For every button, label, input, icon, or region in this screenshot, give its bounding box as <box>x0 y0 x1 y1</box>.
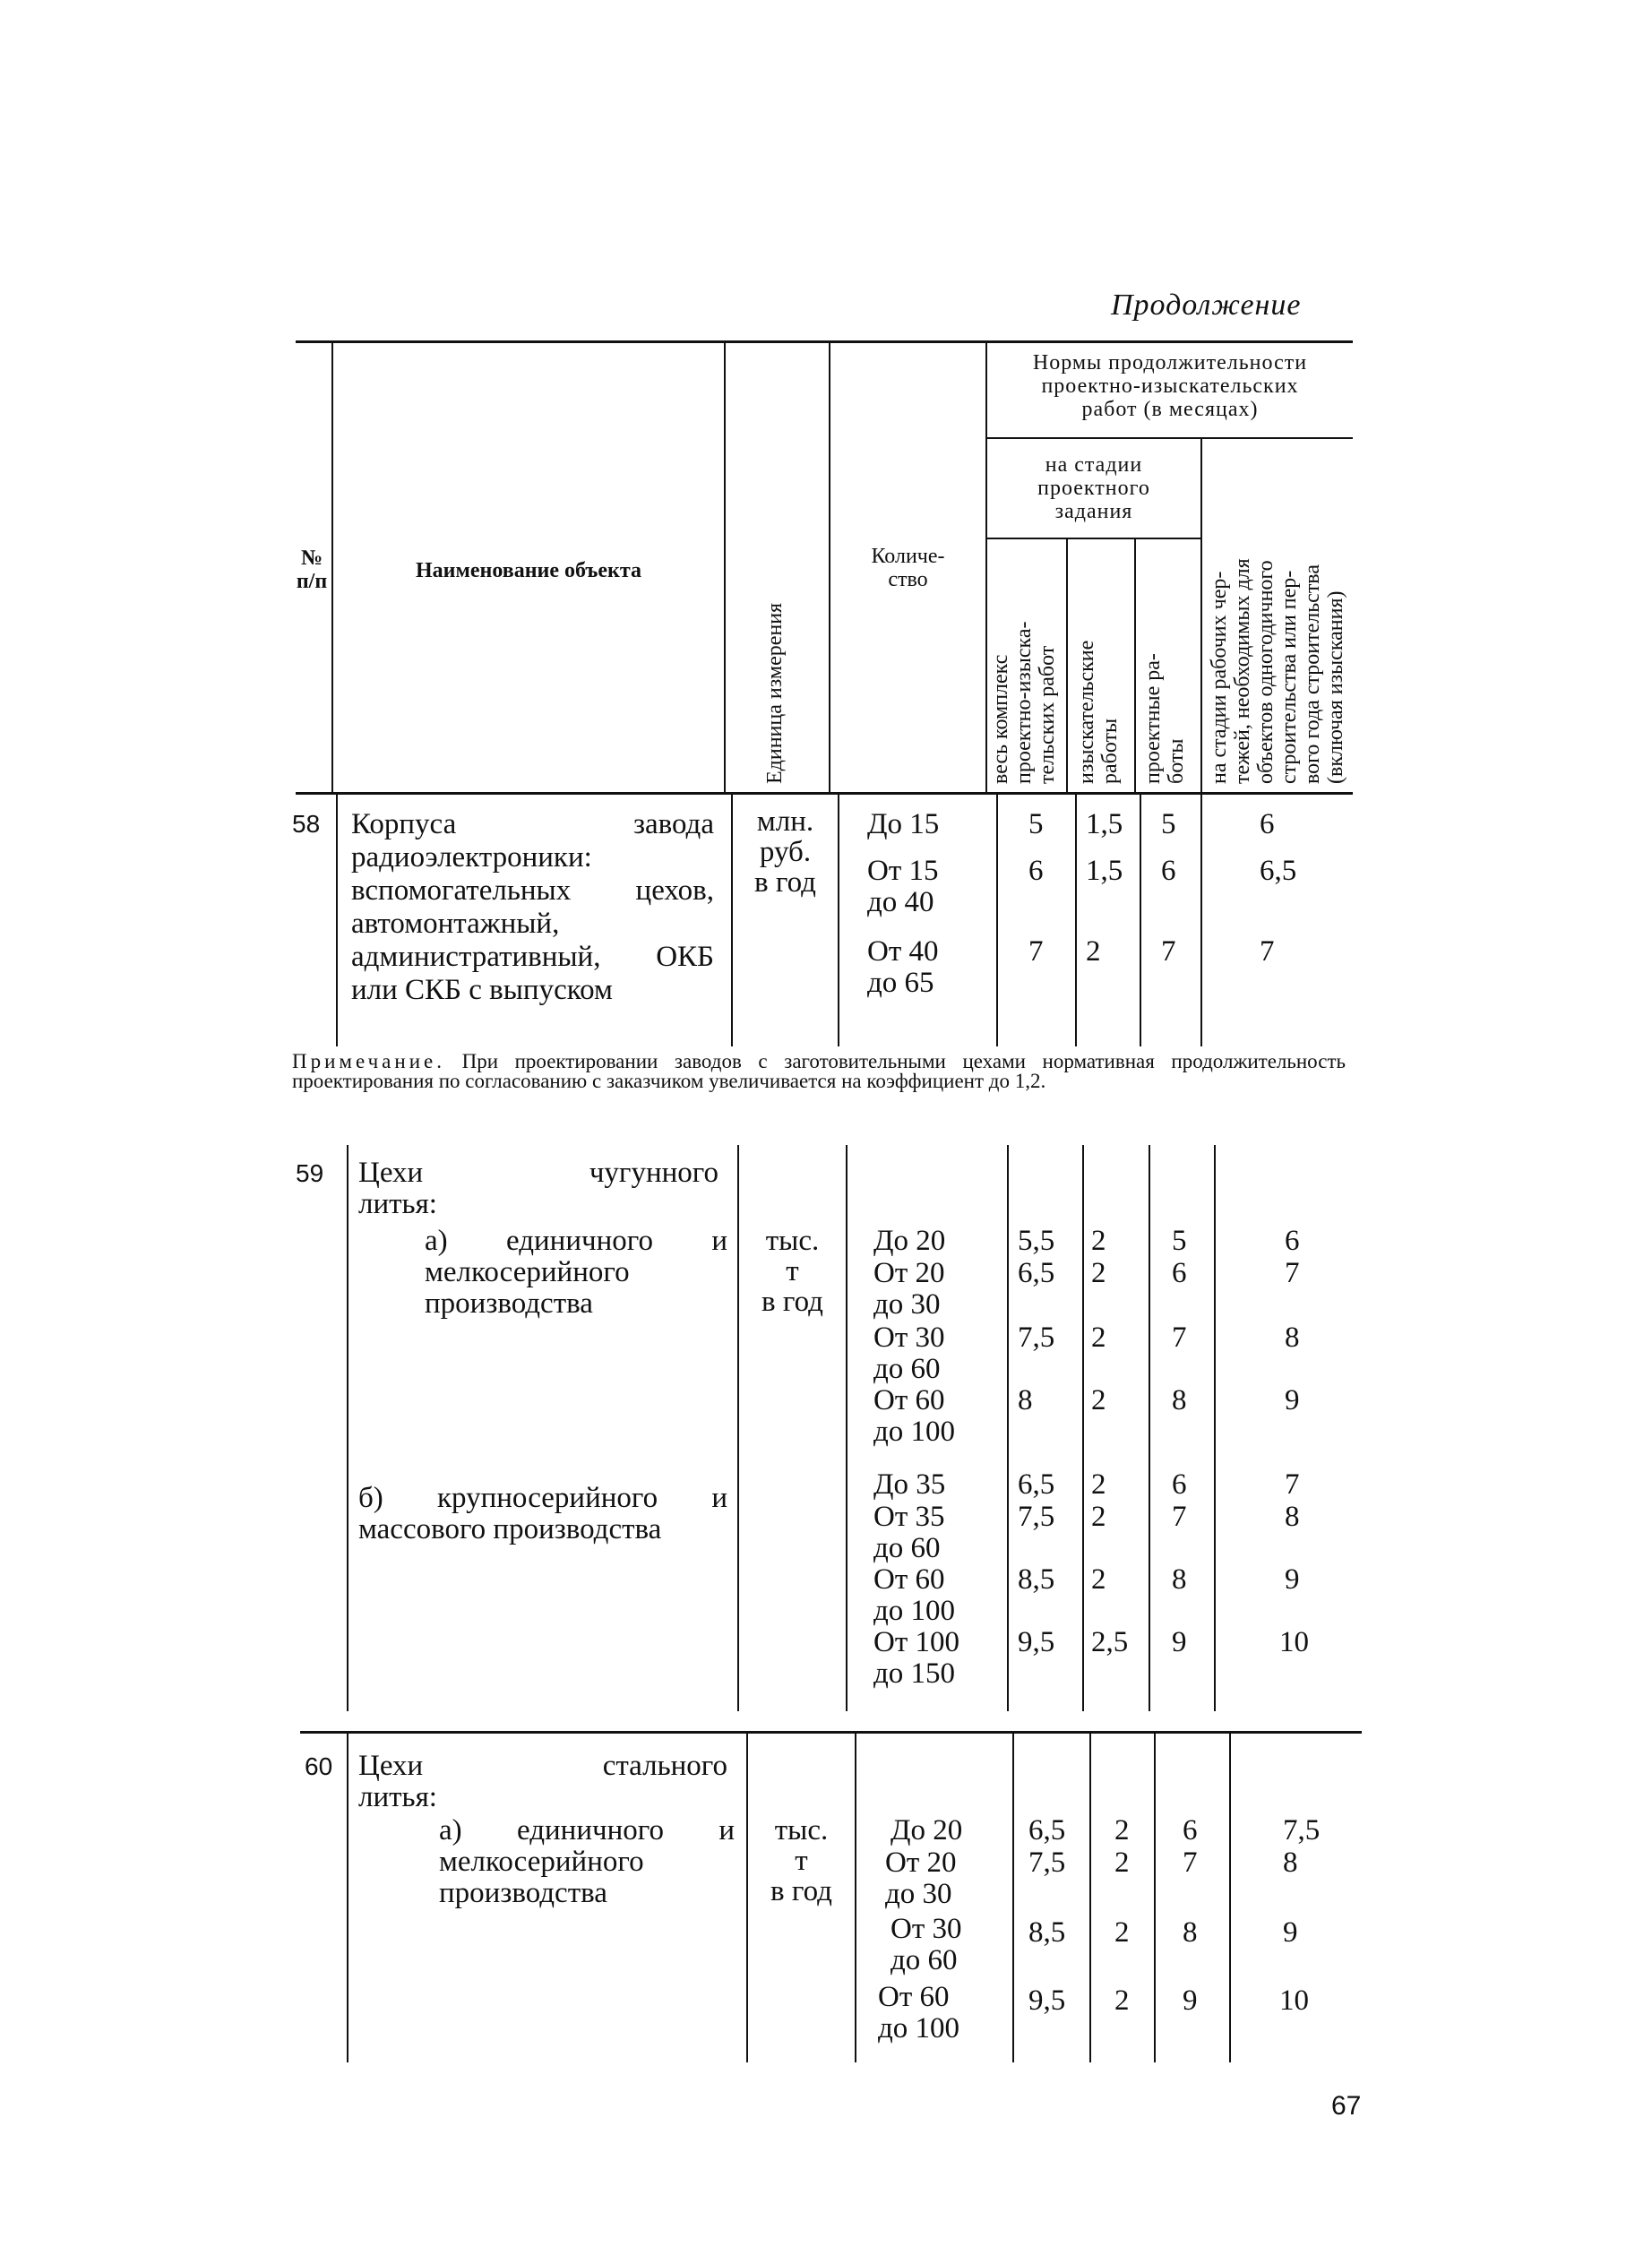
row60-a2-design: 7 <box>1183 1846 1198 1879</box>
row59-vline-5 <box>1082 1145 1084 1711</box>
row59-a2-all: 6,5 <box>1018 1257 1055 1289</box>
note-label: Примечание. <box>292 1050 445 1072</box>
row59-b4-qty: От 100 до 150 <box>873 1626 960 1690</box>
row58-e1-survey: 1,5 <box>1086 808 1123 840</box>
row58-vline-4 <box>996 794 998 1046</box>
row60-a3-survey: 2 <box>1114 1916 1130 1949</box>
header-name: Наименование объекта <box>416 559 641 582</box>
row59-a3-working: 8 <box>1285 1321 1300 1354</box>
row60-num: 60 <box>305 1752 333 1780</box>
header-vline-5 <box>1066 538 1068 793</box>
row58-vline-6 <box>1140 794 1141 1046</box>
row59-b1-all: 6,5 <box>1018 1468 1055 1501</box>
row58-unit: млн. руб. в год <box>754 805 816 899</box>
header-vline-6 <box>1134 538 1136 793</box>
row60-a2-qty: От 20 до 30 <box>885 1846 957 1910</box>
row60-a1-survey: 2 <box>1114 1814 1130 1846</box>
row58-e3-all: 7 <box>1028 935 1044 968</box>
row58-e1-working: 6 <box>1260 808 1275 840</box>
header-col-design: проектные ра- боты <box>1141 653 1188 784</box>
header-num: № п/п <box>296 547 328 593</box>
row59-vline-7 <box>1214 1145 1216 1711</box>
row58-e3-survey: 2 <box>1086 935 1101 968</box>
row58-vline-3 <box>838 794 839 1046</box>
row60-a3-working: 9 <box>1283 1916 1298 1949</box>
row59-b3-design: 8 <box>1172 1563 1187 1596</box>
row60-vline-5 <box>1089 1733 1091 2062</box>
row60-a1-qty: До 20 <box>891 1814 963 1846</box>
row58-e2-all: 6 <box>1028 855 1044 887</box>
row59-b1-design: 6 <box>1172 1468 1187 1501</box>
row59-a3-qty: От 30 до 60 <box>873 1321 945 1385</box>
row59-a2-design: 6 <box>1172 1257 1187 1289</box>
row60-vline-3 <box>855 1733 856 2062</box>
row59-a1-working: 6 <box>1285 1225 1300 1257</box>
header-col-working: на стадии рабочих чер- тежей, необходимых для объектов одногодичного строительства или пер- вого года строительства (включая изыскания) <box>1208 558 1347 784</box>
row59-b3-all: 8,5 <box>1018 1563 1055 1596</box>
row59-b3-qty: От 60 до 100 <box>873 1563 956 1627</box>
row60-sub-a: а) единичного и мелкосерийного производства <box>439 1814 735 1909</box>
row58-vline-7 <box>1200 794 1202 1046</box>
row59-vline-6 <box>1149 1145 1150 1711</box>
row59-a2-survey: 2 <box>1091 1257 1106 1289</box>
row60-a3-design: 8 <box>1183 1916 1198 1949</box>
row59-b1-survey: 2 <box>1091 1468 1106 1501</box>
row59-b1-working: 7 <box>1285 1468 1300 1501</box>
row59-b2-all: 7,5 <box>1018 1501 1055 1533</box>
row58-e2-design: 6 <box>1161 855 1176 887</box>
row60-unit: тыс. т в год <box>770 1814 832 1907</box>
row60-a4-qty: От 60 до 100 <box>878 1981 960 2044</box>
header-norms: Нормы продолжительности проектно-изыскательских работ (в месяцах) <box>1032 351 1308 421</box>
row58-e1-all: 5 <box>1028 808 1044 840</box>
row59-vline-1 <box>347 1145 348 1711</box>
header-unit: Единица измерения <box>763 602 787 784</box>
row60-vline-1 <box>347 1733 348 2062</box>
row58-vline-5 <box>1075 794 1077 1046</box>
row59-name: Цехи чугунного литья: <box>358 1157 718 1220</box>
row59-vline-4 <box>1007 1145 1009 1711</box>
row60-a4-all: 9,5 <box>1028 1984 1066 2017</box>
row60-top-rule <box>300 1731 1362 1734</box>
row60-a4-working: 10 <box>1279 1984 1309 2017</box>
row59-a3-survey: 2 <box>1091 1321 1106 1354</box>
row59-b3-survey: 2 <box>1091 1563 1106 1596</box>
row59-b2-qty: От 35 до 60 <box>873 1501 945 1564</box>
header-col-survey: изыскательские работы <box>1075 640 1122 784</box>
row59-b4-design: 9 <box>1172 1626 1187 1658</box>
table-top-rule <box>296 340 1353 343</box>
row58-e3-working: 7 <box>1260 935 1275 968</box>
row60-vline-7 <box>1229 1733 1231 2062</box>
row60-a1-design: 6 <box>1183 1814 1198 1846</box>
row59-b4-all: 9,5 <box>1018 1626 1055 1658</box>
row58-e3-qty: От 40 до 65 <box>867 935 939 999</box>
norms-divider <box>985 437 1353 439</box>
row59-a1-qty: До 20 <box>873 1225 946 1257</box>
row59-b4-survey: 2,5 <box>1091 1626 1129 1658</box>
row59-vline-3 <box>846 1145 848 1711</box>
row59-a1-all: 5,5 <box>1018 1225 1055 1257</box>
header-bottom-rule <box>296 792 1353 795</box>
row59-a4-qty: От 60 до 100 <box>873 1384 956 1448</box>
row59-a3-all: 7,5 <box>1018 1321 1055 1354</box>
continuation-label: Продолжение <box>1111 288 1302 322</box>
row60-vline-6 <box>1154 1733 1156 2062</box>
row60-a3-qty: От 30 до 60 <box>891 1913 962 1976</box>
row60-a2-all: 7,5 <box>1028 1846 1066 1879</box>
row58-e3-design: 7 <box>1161 935 1176 968</box>
row60-a3-all: 8,5 <box>1028 1916 1066 1949</box>
row60-a4-survey: 2 <box>1114 1984 1130 2017</box>
row59-b2-working: 8 <box>1285 1501 1300 1533</box>
row58-e2-qty: От 15 до 40 <box>867 855 939 918</box>
row58-e1-qty: До 15 <box>867 808 940 840</box>
stage-divider <box>985 538 1200 539</box>
row59-b3-working: 9 <box>1285 1563 1300 1596</box>
row60-a1-working: 7,5 <box>1283 1814 1321 1846</box>
row59-b4-working: 10 <box>1279 1626 1309 1658</box>
row60-name: Цехи стального литья: <box>358 1750 727 1813</box>
row59-sub-b: б) крупносерийного и массового производства <box>358 1482 727 1545</box>
row60-a1-all: 6,5 <box>1028 1814 1066 1846</box>
row59-a2-qty: От 20 до 30 <box>873 1257 945 1321</box>
header-qty: Количе- ство <box>871 545 945 591</box>
row59-unit: тыс. т в год <box>761 1225 823 1318</box>
row59-a4-design: 8 <box>1172 1384 1187 1416</box>
header-col-all: весь комплекс проектно-изыска- тельских работ <box>989 621 1059 784</box>
row59-b1-qty: До 35 <box>873 1468 946 1501</box>
row59-a1-survey: 2 <box>1091 1225 1106 1257</box>
row59-a4-all: 8 <box>1018 1384 1033 1416</box>
row60-a2-working: 8 <box>1283 1846 1298 1879</box>
row58-name: Корпуса завода радиоэлектроники: вспомогательных цехов, автомонтажный, административный, ОКБ или СКБ с выпуском <box>351 808 714 1006</box>
row59-a2-working: 7 <box>1285 1257 1300 1289</box>
row59-a3-design: 7 <box>1172 1321 1187 1354</box>
row59-a4-survey: 2 <box>1091 1384 1106 1416</box>
row58-e2-survey: 1,5 <box>1086 855 1123 887</box>
row59-sub-a: а) единичного и мелкосерийного производства <box>425 1225 727 1320</box>
header-stage-project: на стадии проектного задания <box>1037 453 1150 523</box>
row58-e1-design: 5 <box>1161 808 1176 840</box>
table-note <box>292 1052 1346 1091</box>
row60-vline-4 <box>1012 1733 1014 2062</box>
row59-a1-design: 5 <box>1172 1225 1187 1257</box>
row59-b2-design: 7 <box>1172 1501 1187 1533</box>
row58-e2-working: 6,5 <box>1260 855 1297 887</box>
row60-a4-design: 9 <box>1183 1984 1198 2017</box>
page-number: 67 <box>1331 2091 1362 2121</box>
row60-a2-survey: 2 <box>1114 1846 1130 1879</box>
row59-a4-working: 9 <box>1285 1384 1300 1416</box>
row59-b2-survey: 2 <box>1091 1501 1106 1533</box>
header-vline-7 <box>1200 437 1202 793</box>
note-text: При проектировании заводов с заготовительными цехами нормативная продолжительность проектирования по согласованию с заказчиком увеличивается на коэффициент до 1,2. <box>292 1050 1346 1092</box>
row58-vline-1 <box>336 794 338 1046</box>
row58-num: 58 <box>292 810 321 838</box>
row59-num: 59 <box>296 1159 324 1187</box>
header-vline-2 <box>724 342 726 793</box>
